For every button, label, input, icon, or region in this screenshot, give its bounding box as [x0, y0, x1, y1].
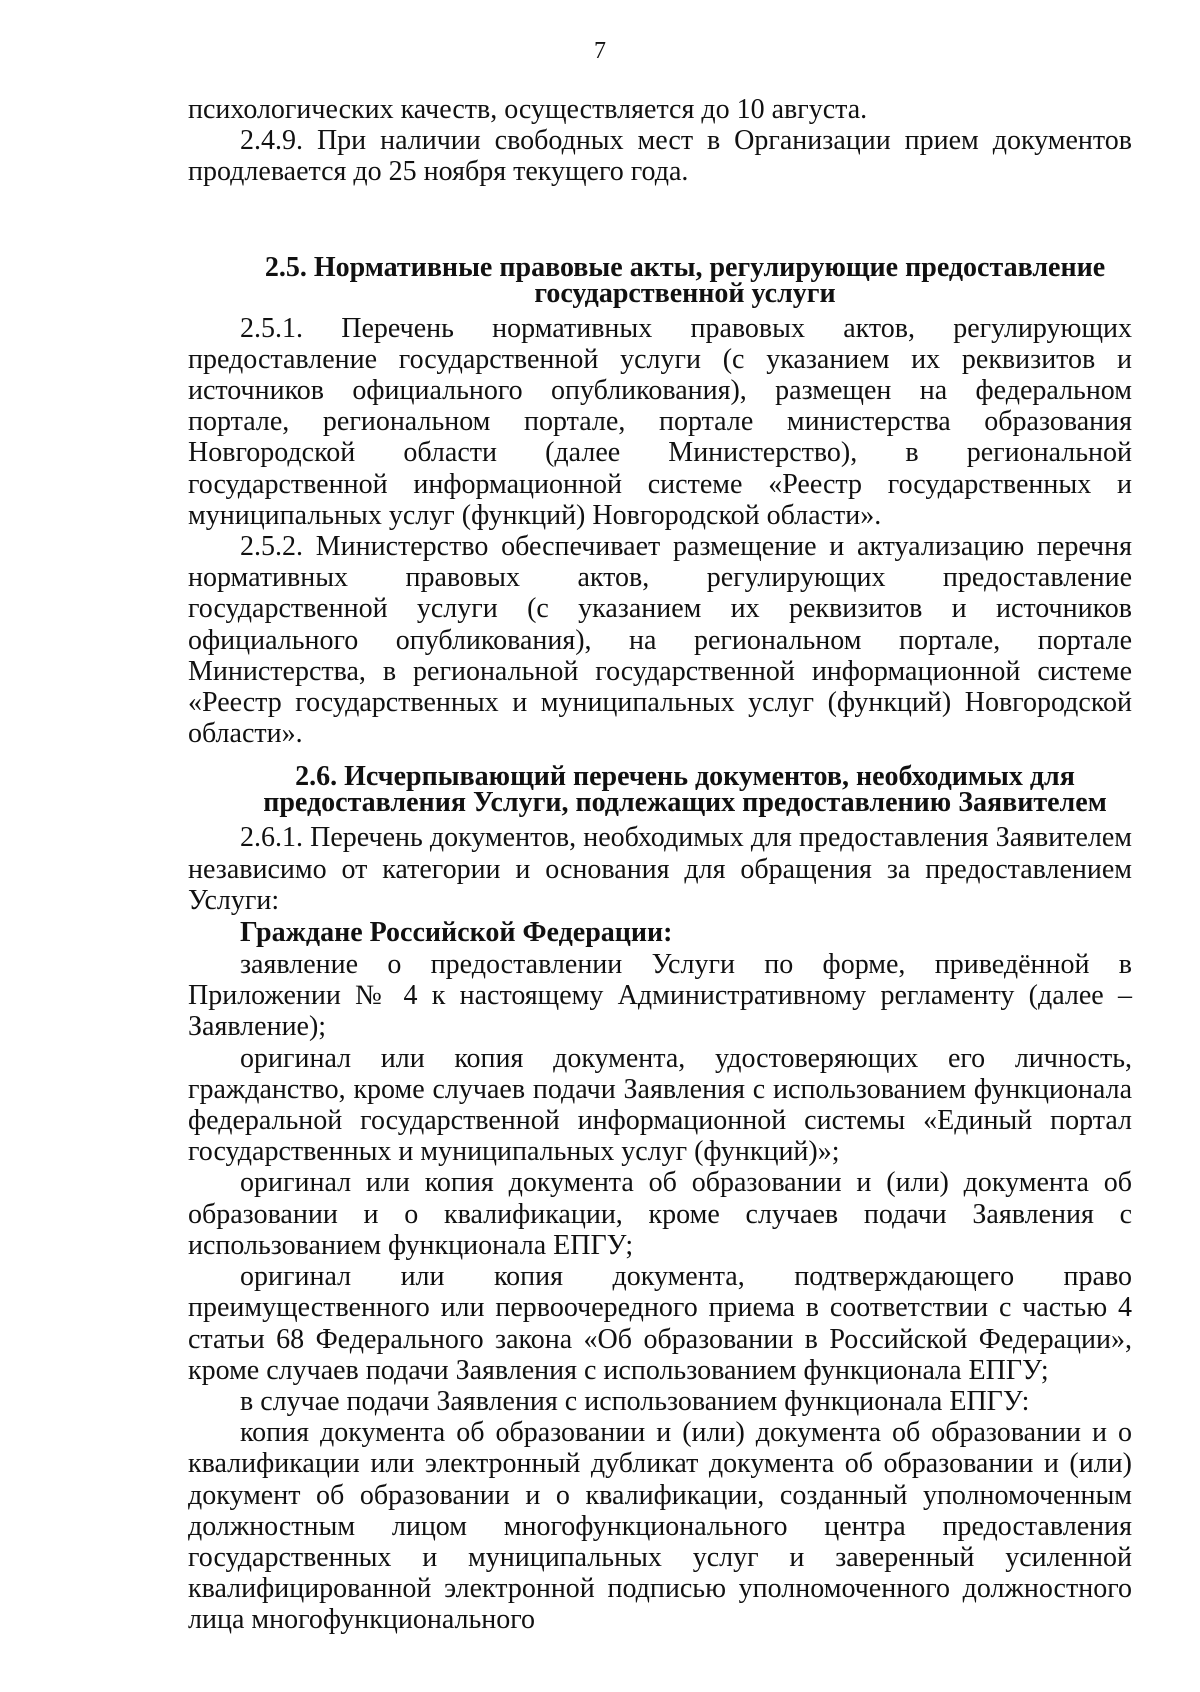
list-item: оригинал или копия документа, удостоверяющих его личность, гражданство, кроме случаев подачи Заявления с использованием функционала федеральной государственной информационной системы «Единый портал государственных и муниципальных услуг (функций)»; [188, 1042, 1132, 1168]
section-2-6-heading: 2.6. Исчерпывающий перечень документов, необходимых для предоставления Услуги, подлежащих предоставлению Заявителем [263, 761, 1107, 819]
citizens-subheading: Граждане Российской Федерации: [240, 917, 673, 949]
paragraph-2-6-1: 2.6.1. Перечень документов, необходимых для предоставления Заявителем независимо от категории и основания для обращения за предоставлением Услуги: [188, 822, 1132, 916]
paragraph-2-4-9: 2.4.9. При наличии свободных мест в Организации прием документов продлевается до 25 ноября текущего года. [188, 125, 1132, 188]
paragraph-2-5-2: 2.5.2. Министерство обеспечивает размещение и актуализацию перечня нормативных правовых актов, регулирующих предоставление государственной услуги (с указанием их реквизитов и источников официального опубликования), на региональном портале, портале Министерства, в региональной государственной информационной системе «Реестр государственных и муниципальных услуг (функций) Новгородской области». [188, 531, 1132, 750]
section-2-5-heading: 2.5. Нормативные правовые акты, регулирующие предоставление государственной услуги [264, 251, 1106, 309]
paragraph-continuation: психологических качеств, осуществляется до 10 августа. [188, 94, 868, 125]
paragraph-2-5-1: 2.5.1. Перечень нормативных правовых актов, регулирующих предоставление государственной услуги (с указанием их реквизитов и источников официального опубликования), размещен на федеральном портале, региональном портале, портале министерства образования Новгородской области (далее Министерство), в региональной государственной информационной системе «Реестр государственных и муниципальных услуг (функций) Новгородской области». [188, 312, 1132, 531]
document-body [188, 0, 1132, 1636]
list-item: заявление о предоставлении Услуги по форме, приведённой в Приложении № 4 к настоящему Административному регламенту (далее – Заявление); [188, 949, 1132, 1043]
list-item: оригинал или копия документа, подтверждающего право преимущественного или первоочередного приема в соответствии с частью 4 статьи 68 Федерального закона «Об образовании в Российской Федерации», кроме случаев подачи Заявления с использованием функционала ЕПГУ; [188, 1261, 1132, 1386]
list-item: в случае подачи Заявления с использованием функционала ЕПГУ: [240, 1385, 1030, 1417]
page-number: 7 [594, 38, 606, 64]
list-item: оригинал или копия документа об образовании и (или) документа об образовании и о квалификации, кроме случаев подачи Заявления с использованием функционала ЕПГУ; [188, 1167, 1132, 1261]
list-item: копия документа об образовании и (или) документа об образовании и о квалификации или электронный дубликат документа об образовании и (или) документ об образовании и о квалификации, созданный уполномоченным должностным лицом многофункционального центра предоставления государственных и муниципальных услуг и заверенный усиленной квалифицированной электронной подписью уполномоченного должностного лица многофункционального [188, 1417, 1132, 1636]
